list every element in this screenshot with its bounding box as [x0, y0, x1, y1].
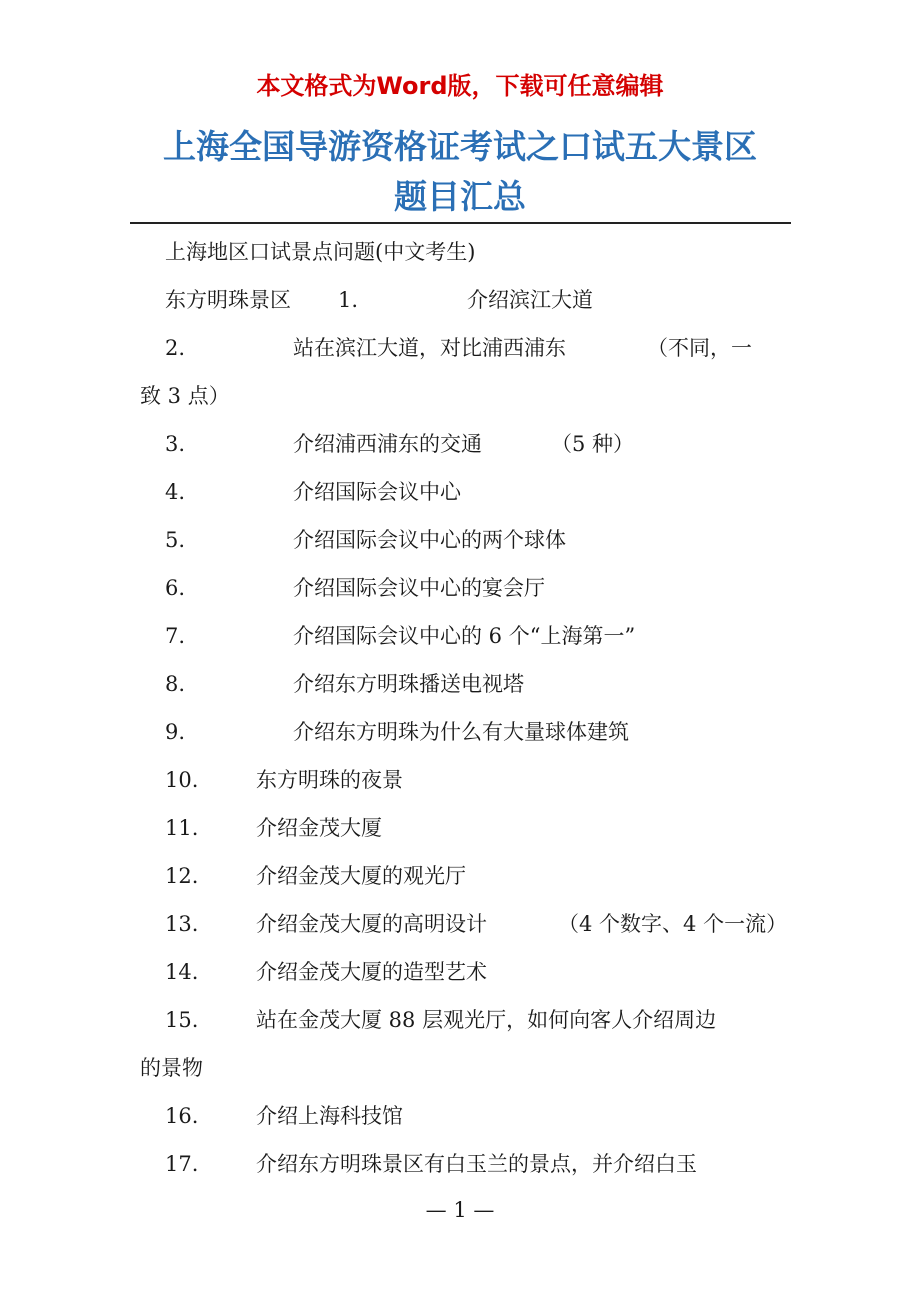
item-continuation: 的景物	[140, 1056, 203, 1080]
item-number: 15.	[165, 1008, 199, 1032]
list-item	[140, 996, 786, 1044]
list-item	[140, 660, 786, 708]
list-item	[140, 516, 786, 564]
item-text: 东方明珠的夜景	[256, 768, 403, 792]
intro-line: 上海地区口试景点问题(中文考生)	[165, 240, 476, 264]
item-text: 介绍东方明珠景区有白玉兰的景点，并介绍白玉	[256, 1152, 697, 1176]
item-number: 12.	[165, 864, 199, 888]
item-text: 介绍国际会议中心	[293, 480, 461, 504]
item-text: 介绍金茂大厦的高明设计	[256, 912, 487, 936]
item-text: 介绍国际会议中心的 6 个“上海第一”	[293, 624, 636, 648]
page-number: — 1 —	[425, 1198, 495, 1222]
item-number: 13.	[165, 912, 199, 936]
list-item	[140, 468, 786, 516]
list-item	[140, 756, 786, 804]
item-number: 9.	[165, 720, 186, 744]
item-number: 17.	[165, 1152, 199, 1176]
item-text: 介绍东方明珠为什么有大量球体建筑	[293, 720, 629, 744]
item-note: （5 种）	[551, 432, 635, 456]
item-text: 介绍上海科技馆	[256, 1104, 403, 1128]
spot-line	[140, 276, 786, 324]
item-note: （4 个数字、4 个一流）	[558, 912, 788, 936]
list-item	[140, 948, 786, 996]
list-item	[140, 852, 786, 900]
item-number: 2.	[165, 336, 186, 360]
list-item	[140, 420, 786, 468]
item-continuation: 致 3 点）	[140, 384, 230, 408]
item-text: 介绍金茂大厦	[256, 816, 382, 840]
list-item	[140, 1140, 786, 1188]
item-number: 3.	[165, 432, 186, 456]
item-text: 介绍浦西浦东的交通	[293, 432, 482, 456]
spot-name: 东方明珠景区	[165, 288, 291, 312]
title-divider	[130, 222, 791, 224]
item-number: 11.	[165, 816, 199, 840]
item-note: （不同，一	[647, 336, 752, 360]
item-text: 介绍滨江大道	[467, 288, 593, 312]
list-item	[140, 1092, 786, 1140]
item-number: 5.	[165, 528, 186, 552]
list-item	[140, 324, 786, 372]
item-text: 介绍金茂大厦的造型艺术	[256, 960, 487, 984]
list-item	[140, 612, 786, 660]
item-number: 4.	[165, 480, 186, 504]
item-number: 14.	[165, 960, 199, 984]
item-text: 介绍国际会议中心的两个球体	[293, 528, 566, 552]
title-line-1: 上海全国导游资格证考试之口试五大景区	[163, 127, 757, 166]
item-number: 10.	[165, 768, 199, 792]
item-text: 介绍东方明珠播送电视塔	[293, 672, 524, 696]
document-body	[140, 228, 786, 1188]
item-text: 介绍国际会议中心的宴会厅	[293, 576, 545, 600]
page-title	[0, 122, 920, 222]
item-number: 16.	[165, 1104, 199, 1128]
list-item	[140, 708, 786, 756]
item-number: 7.	[165, 624, 186, 648]
list-item	[140, 804, 786, 852]
title-line-2: 题目汇总	[394, 177, 526, 216]
list-item	[140, 564, 786, 612]
item-number: 8.	[165, 672, 186, 696]
item-text: 站在金茂大厦 88 层观光厅，如何向客人介绍周边	[256, 1008, 717, 1032]
word-format-notice: 本文格式为Word版，下载可任意编辑	[256, 72, 664, 100]
item-number: 6.	[165, 576, 186, 600]
item-number: 1.	[338, 288, 359, 312]
item-text: 介绍金茂大厦的观光厅	[256, 864, 466, 888]
list-item	[140, 900, 786, 948]
item-text: 站在滨江大道，对比浦西浦东	[293, 336, 566, 360]
